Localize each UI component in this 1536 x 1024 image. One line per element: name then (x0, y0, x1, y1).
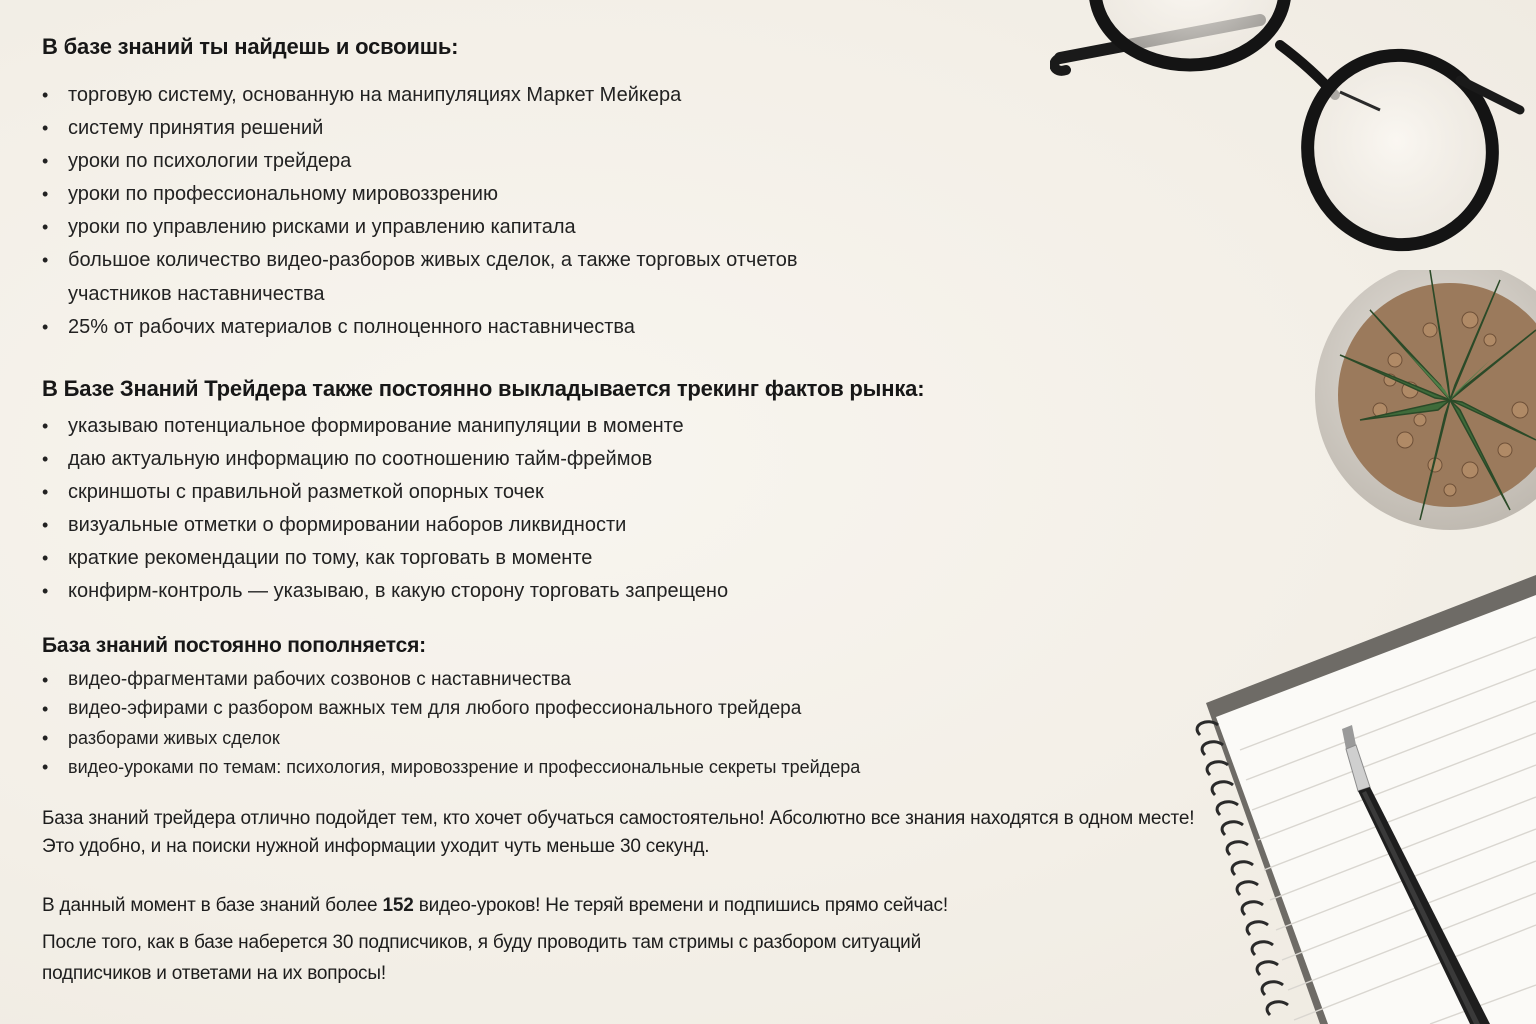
paragraph-1-line-2: Это удобно, и на поиски нужной информации уходит чуть меньше 30 секунд. (42, 836, 710, 857)
list-item: • указываю потенциальное формирование манипуляции в моменте (42, 414, 728, 438)
list-item: • даю актуальную информацию по соотношению тайм-фреймов (42, 447, 728, 471)
list-item: • скриншоты с правильной разметкой опорных точек (42, 480, 728, 504)
paragraph-3-line-1: После того, как в базе наберется 30 подписчиков, я буду проводить там стримы с разбором ситуаций (42, 932, 921, 953)
paragraph-1-line-1: База знаний трейдера отлично подойдет тем, кто хочет обучаться самостоятельно! Абсолютно все знания находятся в одном месте! (42, 808, 1195, 829)
section3-list (42, 668, 860, 779)
list-item: • уроки по психологии трейдера (42, 149, 798, 173)
section3-heading: База знаний постоянно пополняется: (42, 634, 426, 657)
section1-heading: В базе знаний ты найдешь и освоишь: (42, 34, 459, 59)
list-item: • конфирм-контроль — указываю, в какую сторону торговать запрещено (42, 579, 728, 603)
section2-heading: В Базе Знаний Трейдера также постоянно выкладывается трекинг фактов рынка: (42, 376, 925, 401)
list-item: • большое количество видео-разборов живых сделок, а также торговых отчетов (42, 248, 798, 272)
list-item: • разборами живых сделок (42, 726, 860, 750)
pen-icon (1330, 725, 1490, 1024)
list-item: • 25% от рабочих материалов с полноценного наставничества (42, 315, 635, 339)
paragraph-3-line-2: подписчиков и ответами на их вопросы! (42, 963, 386, 984)
section1-list-end (42, 315, 635, 339)
potted-succulent (1310, 270, 1536, 550)
list-item: • систему принятия решений (42, 116, 798, 140)
list-item: • видео-эфирами с разбором важных тем для любого профессионального трейдера (42, 697, 860, 721)
list-item: • видео-фрагментами рабочих созвонов с наставничества (42, 668, 860, 692)
paragraph-2-after: видео-уроков! Не теряй времени и подпишись прямо сейчас! (413, 895, 948, 916)
paragraph-2 (42, 892, 948, 920)
list-item: • уроки по профессиональному мировоззрению (42, 182, 798, 206)
paragraph-1 (42, 805, 1194, 861)
list-item: • видео-уроками по темам: психология, мировоззрение и профессиональные секреты трейдера (42, 755, 860, 779)
paragraph-3 (42, 927, 921, 989)
list-item: • уроки по управлению рисками и управлению капитала (42, 215, 798, 239)
list-item-continuation: участников наставничества (68, 283, 325, 305)
section1-list (42, 83, 798, 279)
list-item: • торговую систему, основанную на манипуляциях Маркет Мейкера (42, 83, 798, 107)
eyeglasses-icon (1050, 0, 1536, 270)
list-item: • визуальные отметки о формировании наборов ликвидности (42, 513, 728, 537)
paragraph-2-before: В данный момент в базе знаний более (42, 895, 383, 916)
section2-list (42, 414, 728, 603)
video-count: 152 (382, 895, 414, 916)
list-item: • краткие рекомендации по тому, как торговать в моменте (42, 546, 728, 570)
